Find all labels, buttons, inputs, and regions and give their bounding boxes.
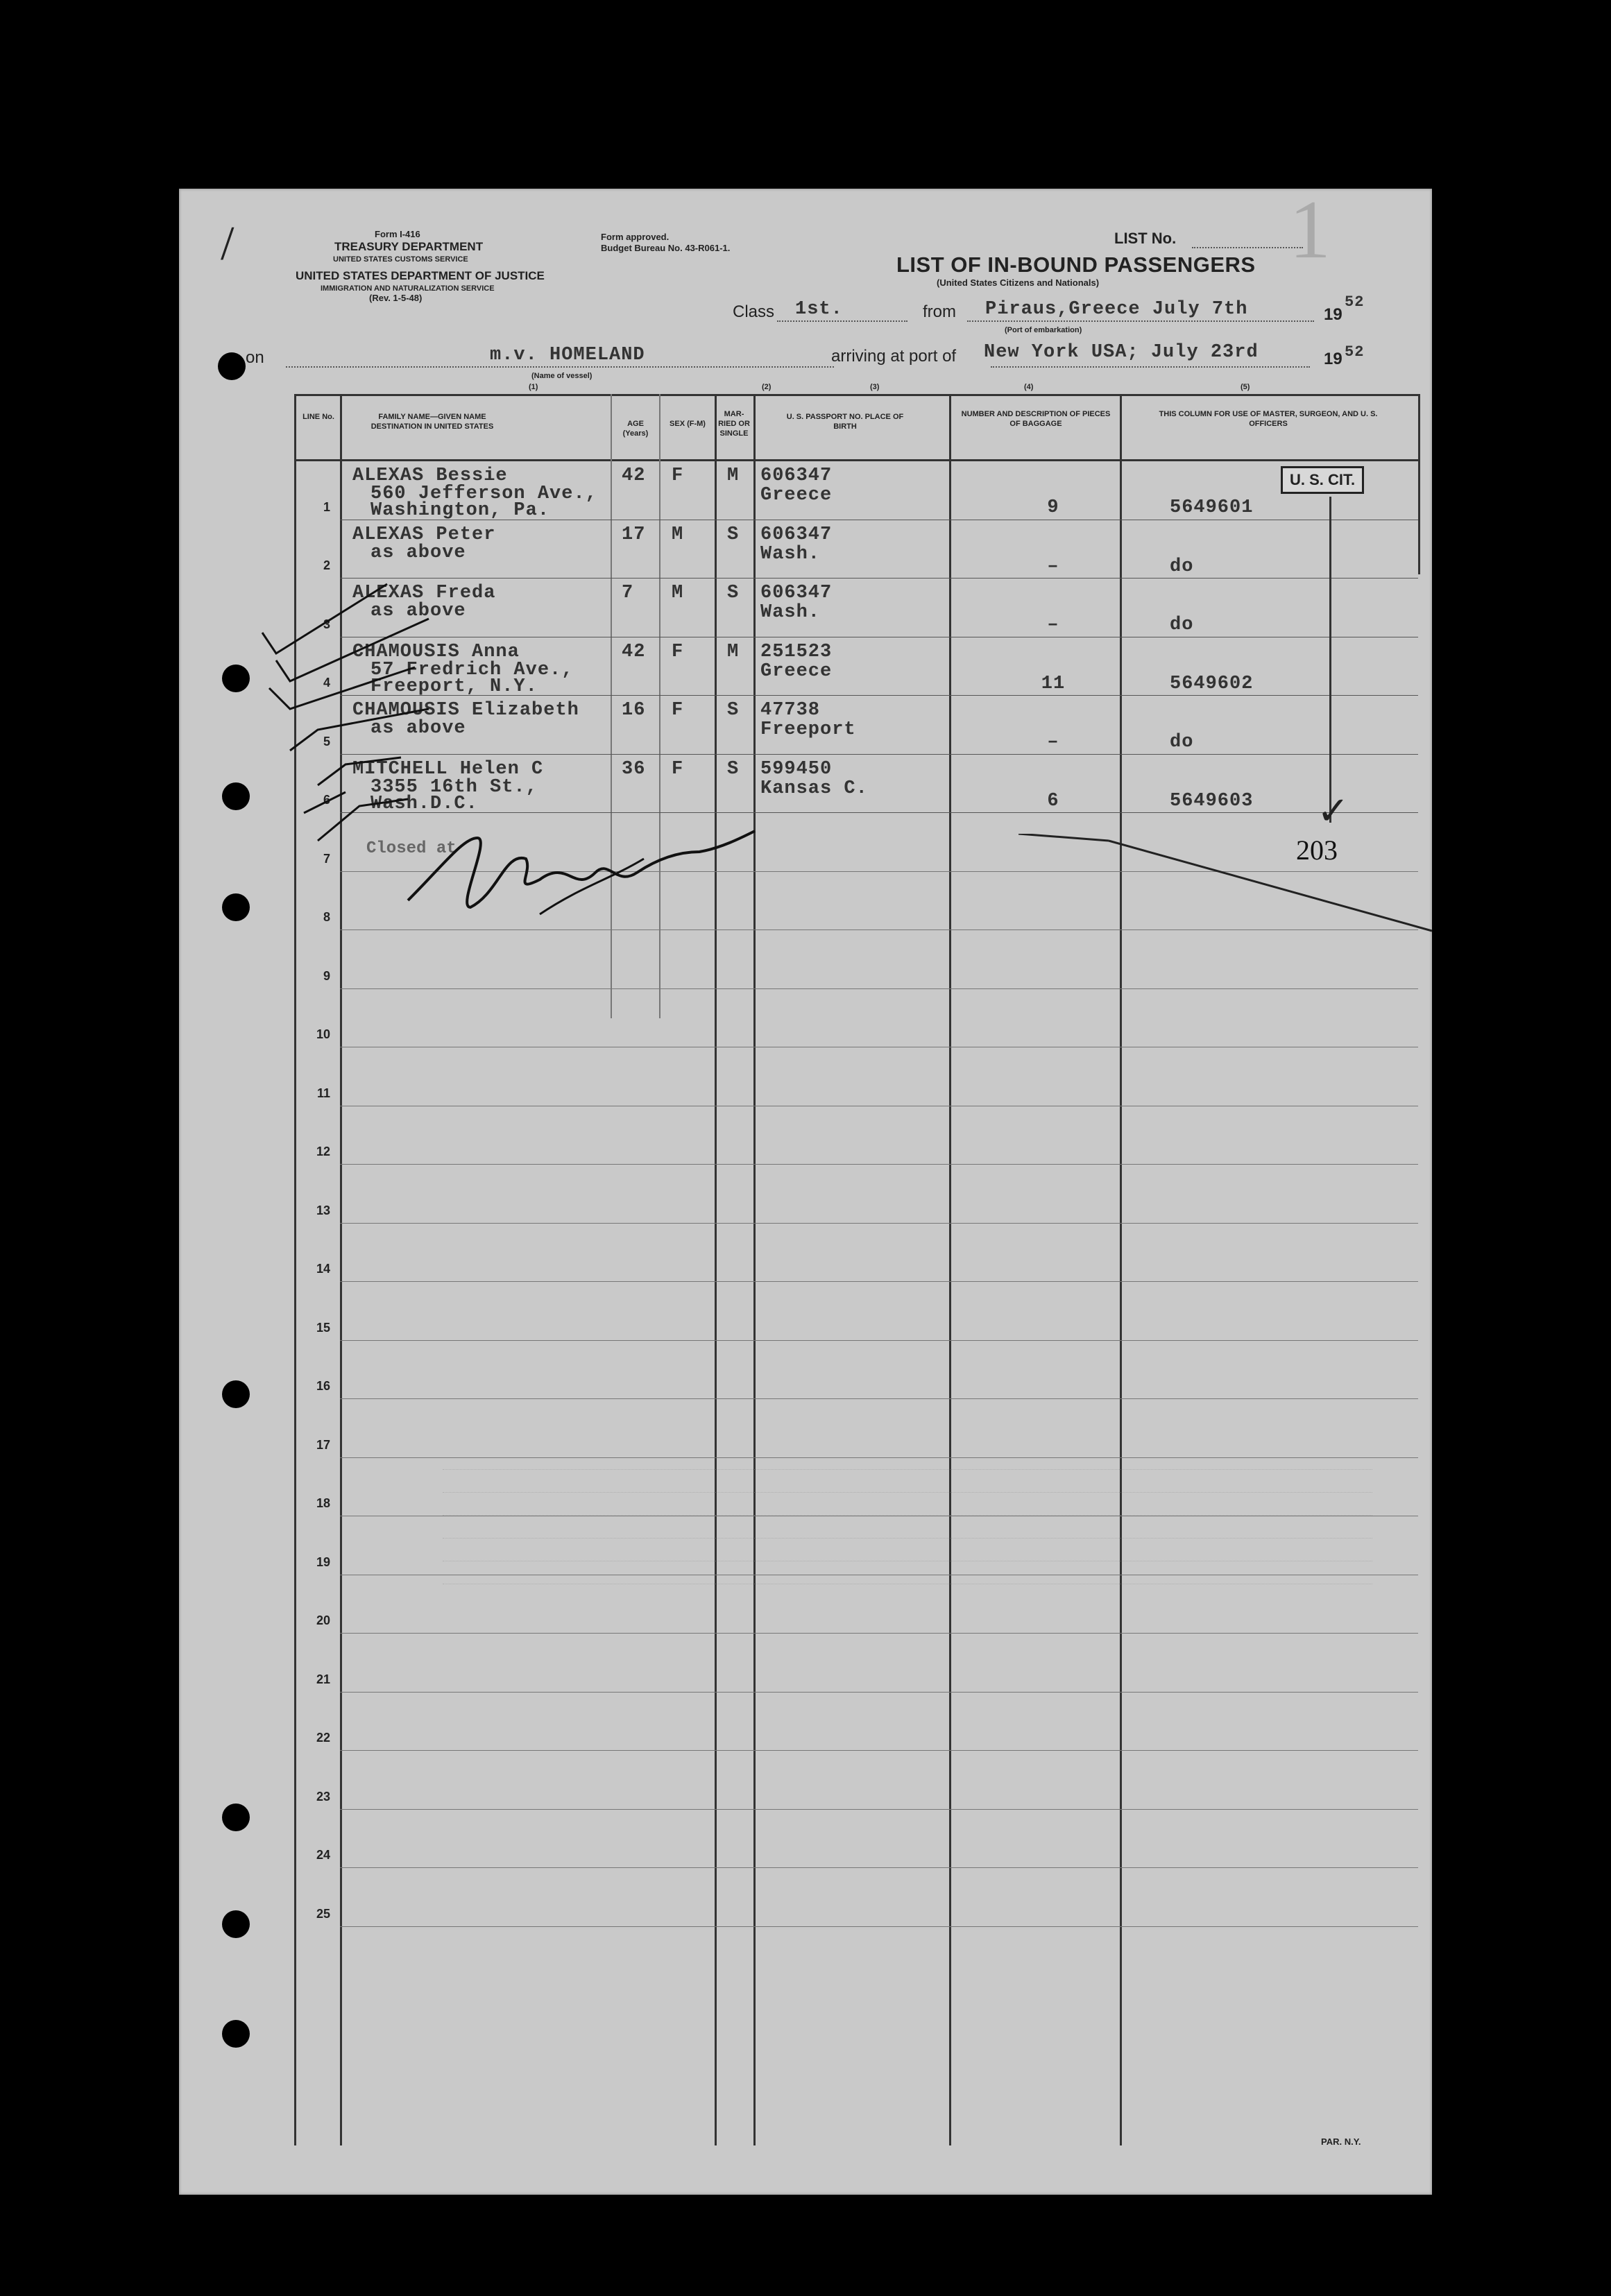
row-rule xyxy=(340,1340,1418,1341)
line-number: 10 xyxy=(316,1027,330,1041)
vessel-line xyxy=(286,366,834,368)
passenger-passport: 599450 xyxy=(760,758,833,780)
col4-marker: (4) xyxy=(1024,383,1034,391)
passenger-baggage: 6 xyxy=(1047,790,1059,812)
arrival-line xyxy=(991,366,1310,368)
line-number: 12 xyxy=(316,1145,330,1158)
year-1: 52 xyxy=(1345,293,1365,311)
passenger-name: CHAMOUSIS Elizabeth xyxy=(352,700,579,721)
row-rule xyxy=(340,1867,1418,1868)
col-rule-passport xyxy=(949,394,951,2145)
punch-hole xyxy=(222,2020,250,2048)
arriving-label: arriving at port of xyxy=(831,347,957,366)
revision: (Rev. 1-5-48) xyxy=(369,293,423,303)
from-label: from xyxy=(923,302,956,321)
passenger-birth: Wash. xyxy=(760,602,821,623)
col3-marker: (3) xyxy=(870,383,880,391)
class-value: 1st. xyxy=(795,299,843,320)
passenger-sex: F xyxy=(672,700,684,721)
col-rule-ms xyxy=(753,394,756,2145)
passenger-dest2: Washington, Pa. xyxy=(370,500,550,521)
col2-marker: (2) xyxy=(762,383,772,391)
class-line xyxy=(777,320,907,322)
passenger-age: 42 xyxy=(622,465,646,486)
passenger-ms: S xyxy=(727,583,740,603)
line-number: 3 xyxy=(323,617,330,631)
row-rule xyxy=(340,1633,1418,1634)
passenger-birth: Wash. xyxy=(760,543,821,565)
line-number: 6 xyxy=(323,793,330,807)
passenger-officer: do xyxy=(1170,732,1194,753)
passenger-ms: M xyxy=(727,465,740,486)
ins: IMMIGRATION AND NATURALIZATION SERVICE xyxy=(321,284,495,293)
closed-text: Closed at xyxy=(366,839,457,858)
row-rule xyxy=(340,1692,1418,1693)
passenger-birth: Freeport xyxy=(760,719,856,740)
col-header-officers: THIS COLUMN FOR USE OF MASTER, SURGEON, AND U. S. OFFICERS xyxy=(1159,410,1378,428)
from-line xyxy=(967,320,1314,322)
port-embarkation-label: (Port of embarkation) xyxy=(1005,326,1082,334)
line-number: 18 xyxy=(316,1496,330,1510)
col-rule-age xyxy=(611,394,612,1018)
passenger-officer: do xyxy=(1170,615,1194,635)
justice-dept: UNITED STATES DEPARTMENT OF JUSTICE xyxy=(296,269,545,282)
passenger-name: ALEXAS Peter xyxy=(352,524,496,545)
line-number: 2 xyxy=(323,558,330,572)
passenger-name: ALEXAS Freda xyxy=(352,583,496,603)
form-number: Form I-416 xyxy=(375,229,420,239)
punch-hole xyxy=(222,893,250,921)
passenger-dest1: as above xyxy=(370,601,466,622)
passenger-officer: 5649601 xyxy=(1170,497,1254,518)
on-label: on xyxy=(246,348,264,367)
treasury-dept: TREASURY DEPARTMENT xyxy=(334,240,484,253)
row-rule xyxy=(340,754,1418,755)
passenger-passport: 47738 xyxy=(760,700,821,721)
line-number: 25 xyxy=(316,1906,330,1921)
passenger-baggage: – xyxy=(1047,732,1059,753)
line-number: 19 xyxy=(316,1554,330,1569)
col-header-sex: SEX (F-M) xyxy=(670,420,706,428)
col-rule-baggage xyxy=(1120,394,1122,2145)
passenger-dest1: 57 Fredrich Ave., xyxy=(370,659,574,680)
line-number: 7 xyxy=(323,851,330,866)
passenger-name: MITCHELL Helen C xyxy=(352,758,544,780)
line-number: 1 xyxy=(323,499,330,514)
passenger-sex: F xyxy=(672,641,684,662)
passenger-passport: 251523 xyxy=(760,641,833,662)
vessel-label: (Name of vessel) xyxy=(531,372,593,380)
passenger-dest2: Freeport, N.Y. xyxy=(370,676,538,697)
margin-check-mark: / xyxy=(221,217,235,271)
budget-bureau: Budget Bureau No. 43-R061-1. xyxy=(601,243,731,253)
passenger-ms: S xyxy=(727,700,740,721)
check-marks xyxy=(248,522,470,1007)
punch-hole xyxy=(218,352,246,380)
punch-hole xyxy=(222,1910,250,1938)
col-header-line-no: LINE No. xyxy=(302,413,334,421)
table-top-rule xyxy=(294,394,1418,396)
year-2: 52 xyxy=(1345,343,1365,361)
punch-hole xyxy=(222,782,250,810)
header-bottom-rule xyxy=(294,459,1418,461)
passenger-passport: 606347 xyxy=(760,524,833,545)
col-rule-sex xyxy=(659,394,660,1018)
col-header-age: AGE (Years) xyxy=(622,420,649,438)
passenger-sex: M xyxy=(672,524,684,545)
passenger-sex: F xyxy=(672,465,684,486)
passenger-name: ALEXAS Bessie xyxy=(352,465,508,486)
line-number: 8 xyxy=(323,910,330,924)
year-prefix-2: 19 xyxy=(1324,350,1342,368)
col1-marker: (1) xyxy=(529,383,538,391)
passenger-ms: M xyxy=(727,641,740,662)
row-rule xyxy=(340,1809,1418,1810)
line-number: 11 xyxy=(316,1086,330,1100)
row-rule xyxy=(340,988,1418,989)
col-header-name: FAMILY NAME—GIVEN NAME DESTINATION IN UNITED STATES xyxy=(370,413,494,431)
row-rule xyxy=(340,1750,1418,1751)
table-right-rule xyxy=(1418,394,1420,574)
passenger-passport: 606347 xyxy=(760,583,833,603)
class-label: Class xyxy=(733,302,775,321)
line-number: 23 xyxy=(316,1789,330,1804)
from-value: Piraus,Greece July 7th xyxy=(985,299,1248,320)
document-subtitle: (United States Citizens and Nationals) xyxy=(937,277,1100,288)
line-number: 13 xyxy=(316,1203,330,1217)
customs-service: UNITED STATES CUSTOMS SERVICE xyxy=(333,255,468,264)
line-number: 16 xyxy=(316,1379,330,1393)
list-no-label: LIST No. xyxy=(1114,230,1177,247)
passenger-officer: do xyxy=(1170,556,1194,577)
line-number: 21 xyxy=(316,1672,330,1686)
stamp-arrow-line xyxy=(1329,497,1331,823)
printer-mark: PAR. N.Y. xyxy=(1321,2136,1361,2147)
passenger-dest1: as above xyxy=(370,542,466,563)
col5-marker: (5) xyxy=(1241,383,1250,391)
stamp-arrow-check: ✓ xyxy=(1317,789,1349,832)
line-number: 4 xyxy=(323,676,330,689)
passenger-age: 17 xyxy=(622,524,646,545)
row-rule xyxy=(340,1926,1418,1927)
document-title: LIST OF IN-BOUND PASSENGERS xyxy=(896,252,1256,277)
passenger-baggage: 9 xyxy=(1047,497,1059,518)
passenger-age: 36 xyxy=(622,758,646,780)
manifest-page xyxy=(179,183,1432,2195)
passenger-birth: Kansas C. xyxy=(760,778,868,799)
year-prefix-1: 19 xyxy=(1324,305,1342,324)
passenger-officer: 5649603 xyxy=(1170,790,1254,812)
passenger-baggage: – xyxy=(1047,615,1059,635)
col-header-married: MAR-RIED OR SINGLE xyxy=(718,410,750,438)
line-number: 20 xyxy=(316,1613,330,1627)
row-rule xyxy=(340,1164,1418,1165)
handwritten-page-number: 1 xyxy=(1289,183,1331,275)
passenger-ms: S xyxy=(727,758,740,780)
vessel-name: m.v. HOMELAND xyxy=(490,345,645,366)
passenger-name: CHAMOUSIS Anna xyxy=(352,641,520,662)
handwritten-total: 203 xyxy=(1296,834,1338,866)
punch-hole xyxy=(222,665,250,692)
passenger-baggage: – xyxy=(1047,556,1059,577)
passenger-ms: S xyxy=(727,524,740,545)
passenger-officer: 5649602 xyxy=(1170,673,1254,694)
form-approved: Form approved. xyxy=(601,232,670,242)
list-no-line xyxy=(1192,247,1303,248)
passenger-baggage: 11 xyxy=(1041,673,1066,694)
line-number: 9 xyxy=(323,968,330,983)
line-number: 24 xyxy=(316,1848,330,1862)
col-header-baggage: NUMBER AND DESCRIPTION OF PIECES OF BAGGAGE xyxy=(961,410,1111,428)
passenger-sex: M xyxy=(672,583,684,603)
faded-oath-text xyxy=(443,1451,1372,1631)
passenger-sex: F xyxy=(672,758,684,780)
passenger-age: 16 xyxy=(622,700,646,721)
punch-hole xyxy=(222,1804,250,1831)
row-rule xyxy=(340,1223,1418,1224)
passenger-dest1: 3355 16th St., xyxy=(370,776,538,798)
punch-hole xyxy=(222,1380,250,1408)
passenger-passport: 606347 xyxy=(760,465,833,486)
col-rule-married xyxy=(715,394,717,2145)
row-rule xyxy=(340,1398,1418,1399)
passenger-age: 7 xyxy=(622,583,634,603)
passenger-dest1: as above xyxy=(370,718,466,739)
line-number: 17 xyxy=(316,1437,330,1452)
closing-diagonal-line xyxy=(1018,834,1435,938)
row-rule xyxy=(340,578,1418,579)
passenger-dest2: Wash.D.C. xyxy=(370,793,478,814)
us-citizen-stamp: U. S. CIT. xyxy=(1281,466,1364,494)
passenger-birth: Greece xyxy=(760,485,833,506)
line-number: 5 xyxy=(323,734,330,748)
passenger-age: 42 xyxy=(622,641,646,662)
passenger-dest1: 560 Jefferson Ave., xyxy=(370,483,597,504)
col-header-passport: U. S. PASSPORT NO. PLACE OF BIRTH xyxy=(786,413,904,431)
line-number: 14 xyxy=(316,1262,330,1276)
row-rule xyxy=(340,1281,1418,1282)
passenger-birth: Greece xyxy=(760,660,833,682)
arrival-value: New York USA; July 23rd xyxy=(984,342,1259,363)
line-number: 22 xyxy=(316,1731,330,1745)
line-number: 15 xyxy=(316,1320,330,1335)
